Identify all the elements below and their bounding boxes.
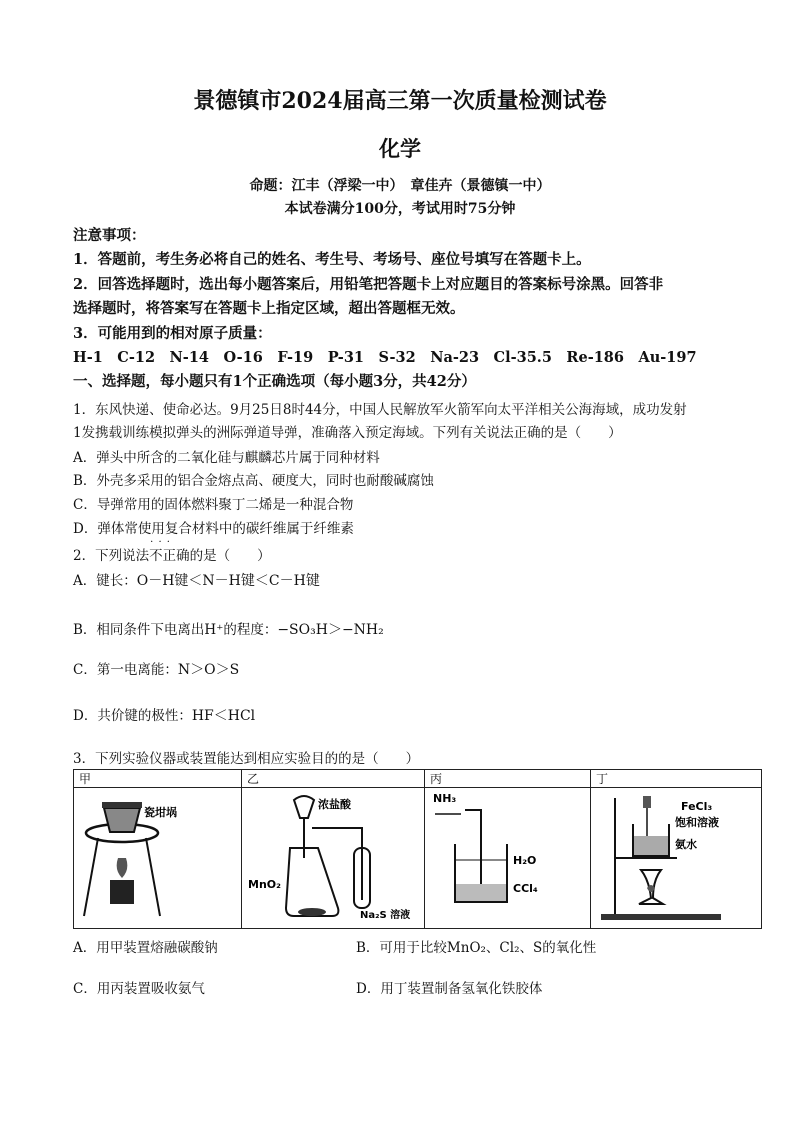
label-mno2: MnO₂: [248, 878, 281, 891]
ammonia-absorption-diagram: [425, 788, 585, 924]
q3-option-c: C．用丙装置吸收氨气: [73, 981, 205, 997]
notes-heading: 注意事项：: [73, 227, 146, 244]
label-crucible: 瓷坩埚: [144, 806, 177, 819]
subject-title: 化学: [379, 136, 421, 161]
label-ccl4: CCl₄: [513, 882, 538, 895]
authors-line: 命题：江丰（浮梁一中） 章佳卉（景德镇一中）: [249, 178, 551, 194]
label-saturated-solution: 饱和溶液: [675, 816, 719, 829]
q3-option-a: A．用甲装置熔融碳酸钠: [73, 940, 218, 956]
q2-option-c: C．第一电离能：N＞O＞S: [73, 662, 240, 678]
apparatus-yi: [242, 788, 425, 929]
q1-stem-line-2: 1发携载训练模拟弹头的洲际弹道导弹，准确落入预定海域。下列有关说法正确的是（ ）: [73, 425, 622, 441]
q1-option-d: D．弹体常使用复合材料中的碳纤维属于纤维素: [73, 521, 354, 537]
q2-option-a: A．键长：O－H键＜N－H键＜C－H键: [73, 573, 320, 589]
header-ding: 丁: [591, 770, 762, 788]
label-conc-hcl: 浓盐酸: [318, 798, 351, 811]
q1-option-b: B．外壳多采用的铝合金熔点高、硬度大，同时也耐酸碱腐蚀: [73, 473, 434, 489]
exam-title: 景德镇市2024届高三第一次质量检测试卷: [193, 88, 607, 114]
q1-option-a: A．弹头中所含的二氧化硅与麒麟芯片属于同种材料: [73, 450, 380, 466]
note-3: 3．可能用到的相对原子质量：: [73, 325, 272, 342]
header-bing: 丙: [425, 770, 591, 788]
q2-stem: 2．下列说法· · · 不正确的是（ ）: [73, 544, 271, 564]
exam-info-line: 本试卷满分100分，考试用时75分钟: [284, 201, 516, 217]
apparatus-jia: [74, 788, 242, 929]
apparatus-bing: [425, 788, 591, 929]
header-jia: 甲: [74, 770, 242, 788]
q1-option-c: C．导弹常用的固体燃料聚丁二烯是一种混合物: [73, 497, 354, 513]
crucible-apparatus-diagram: [74, 788, 236, 924]
note-2-line-1: 2．回答选择题时，选出每小题答案后，用铅笔把答题卡上对应题目的答案标号涂黑。回答非: [73, 276, 664, 293]
q3-option-d: D．用丁装置制备氢氧化铁胶体: [356, 981, 543, 997]
note-1: 1．答题前，考生务必将自己的姓名、考生号、考场号、座位号填写在答题卡上。: [73, 251, 591, 268]
apparatus-ding: [591, 788, 762, 929]
colloid-preparation-diagram: [591, 788, 756, 924]
label-nh3: NH₃: [433, 792, 457, 805]
apparatus-table: [73, 769, 762, 929]
label-fecl3: FeCl₃: [681, 800, 713, 813]
q1-stem-line-1: 1．东风快递、使命必达。9月25日8时44分，中国人民解放军火箭军向太平洋相关公海海域，成功发射: [73, 402, 687, 418]
header-yi: 乙: [242, 770, 425, 788]
label-na2s: Na₂S 溶液: [360, 910, 411, 921]
note-2-line-2: 选择题时，将答案写在答题卡上指定区域，超出答题框无效。: [73, 300, 465, 317]
q2-emphasis: · · · 不正确: [149, 548, 190, 564]
q3-option-b: B．可用于比较MnO₂、Cl₂、S的氧化性: [356, 940, 597, 956]
section-1-heading: 一、选择题，每小题只有1个正确选项（每小题3分，共42分）: [73, 373, 476, 390]
label-h2o: H₂O: [513, 854, 537, 867]
atomic-masses: H-1 C-12 N-14 O-16 F-19 P-31 S-32 Na-23 Cl-35.5 Re-186 Au-197: [73, 349, 697, 366]
q2-option-d: D．共价键的极性：HF＜HCl: [73, 708, 256, 724]
chlorine-generator-diagram: [242, 788, 419, 924]
q3-stem: 3．下列实验仪器或装置能达到相应实验目的的是（ ）: [73, 751, 420, 767]
q2-option-b: B．相同条件下电离出H⁺的程度：−SO₃H＞−NH₂: [73, 622, 384, 638]
label-ammonia-water: 氨水: [675, 838, 697, 851]
